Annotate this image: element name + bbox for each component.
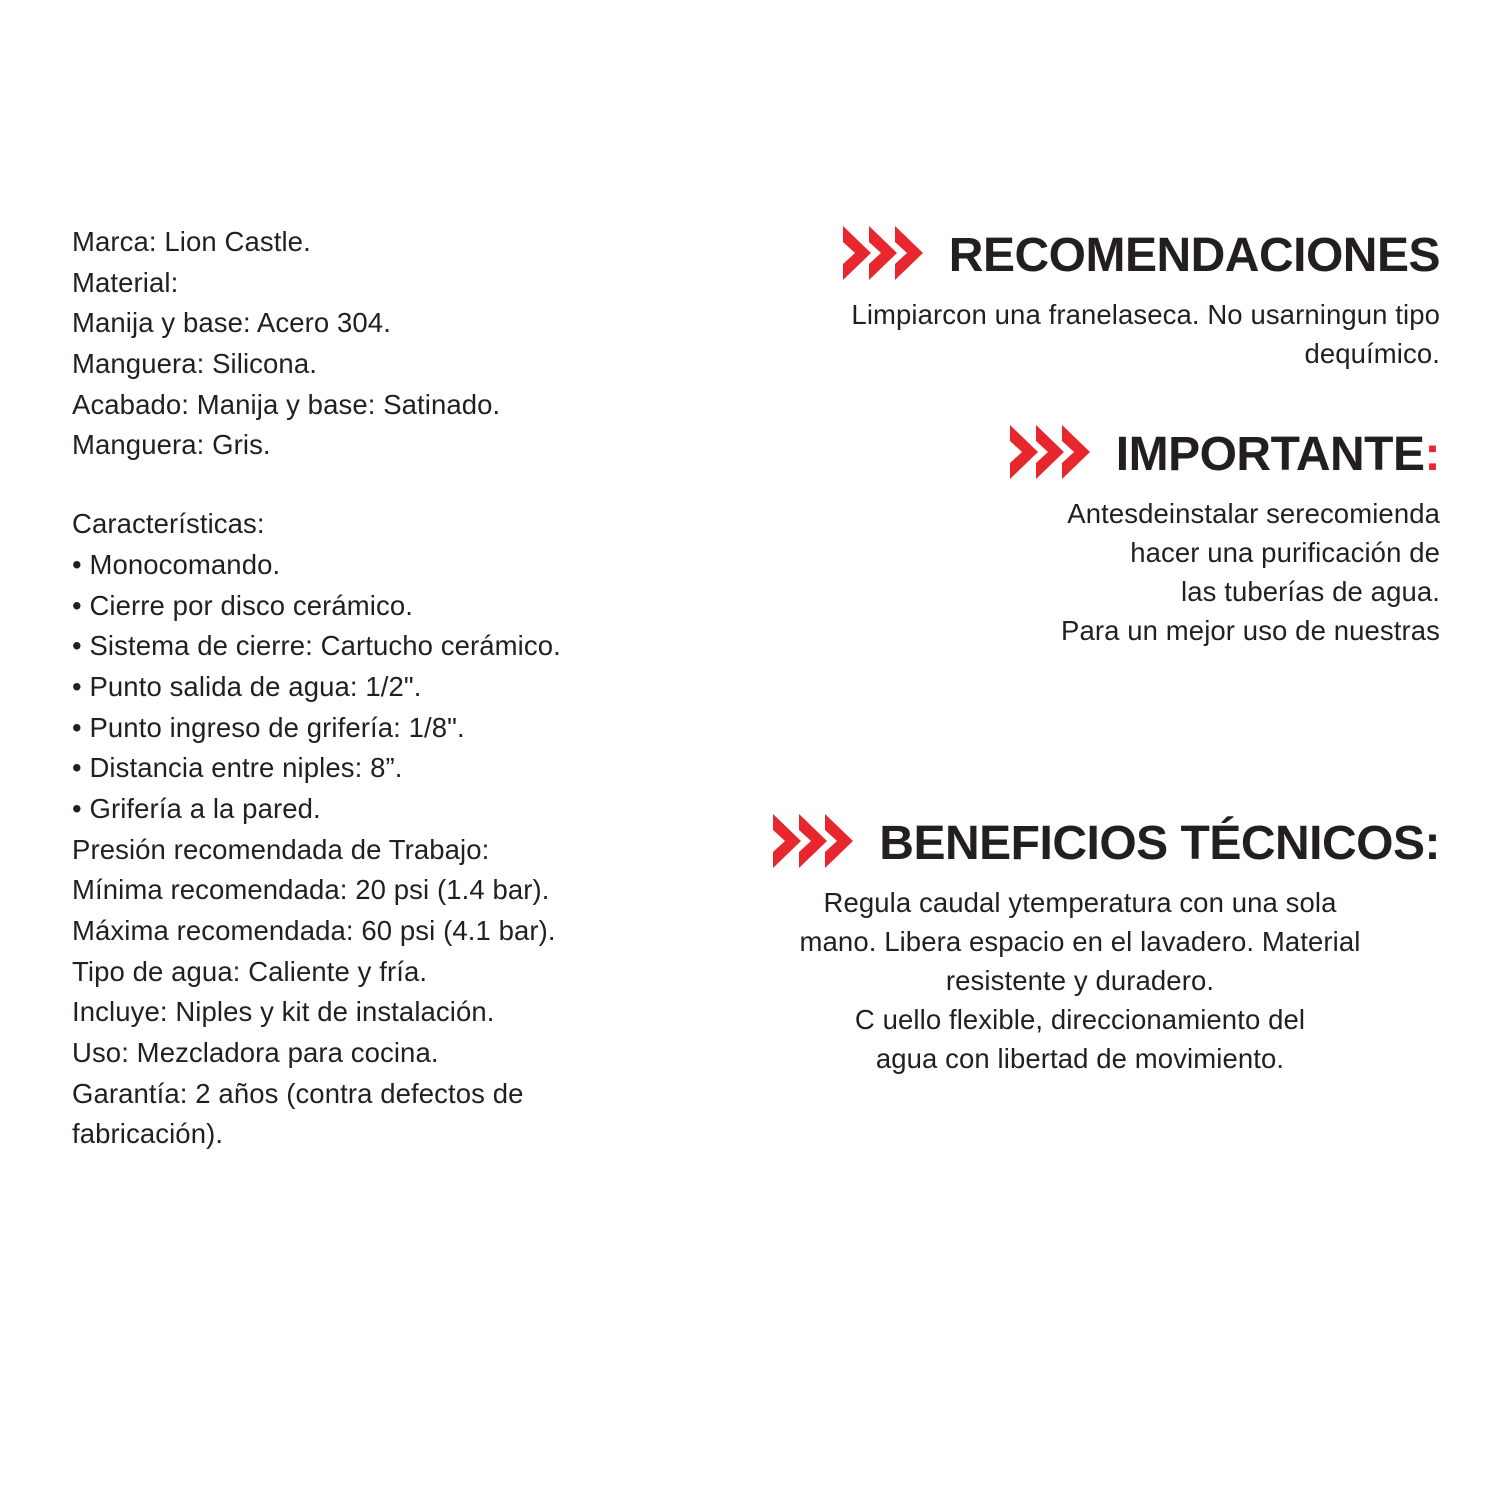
feature-item: • Monocomando. <box>72 548 281 580</box>
spec-line: Manguera: Gris. <box>72 429 271 461</box>
body-text: Antesdeinstalar serecomienda <box>1067 498 1440 530</box>
feature-item: • Sistema de cierre: Cartucho cerámico. <box>72 630 561 662</box>
spec-line: Marca: Lion Castle. <box>72 226 311 257</box>
spec-line: Garantía: 2 años (contra defectos de fabricación). <box>72 1077 524 1150</box>
callouts-column <box>720 222 1440 1089</box>
section-title <box>1116 427 1440 482</box>
section-header <box>720 421 1440 488</box>
section-body <box>720 494 1440 650</box>
spec-line: Uso: Mezcladora para cocina. <box>72 1037 439 1069</box>
spec-line: Tipo de agua: Caliente y fría. <box>72 955 428 987</box>
body-text: las tuberías de agua. <box>1181 576 1440 608</box>
spec-line: Manguera: Silicona. <box>72 348 317 380</box>
section-recomendaciones <box>720 222 1440 373</box>
body-text: resistente y duradero. <box>945 965 1215 997</box>
feature-item: • Punto ingreso de grifería: 1/8". <box>72 711 465 743</box>
section-body <box>720 295 1440 373</box>
body-text: Regula caudal ytemperatura con una sola <box>823 887 1337 919</box>
section-title: BENEFICIOS TÉCNICOS: <box>879 817 1440 871</box>
double-chevron-right-icon <box>841 222 927 289</box>
body-text: Limpiarcon una franelaseca. No usarningun tipo dequímico. <box>851 299 1440 370</box>
spec-line: Acabado: Manija y base: Satinado. <box>72 388 501 420</box>
spec-line: Incluye: Niples y kit de instalación. <box>72 996 495 1028</box>
feature-item: • Punto salida de agua: 1/2". <box>72 670 422 702</box>
feature-item: • Cierre por disco cerámico. <box>72 589 414 621</box>
spec-line: Máxima recomendada: 60 psi (4.1 bar). <box>72 915 556 946</box>
section-title-text: IMPORTANTE <box>1115 428 1425 482</box>
section-header <box>720 222 1440 289</box>
spacer <box>720 660 1440 810</box>
section-importante <box>720 421 1440 650</box>
section-body <box>720 883 1440 1078</box>
spec-line: Presión recomendada de Trabajo: <box>72 833 490 865</box>
spec-line: Material: <box>72 266 179 298</box>
feature-item: • Distancia entre niples: 8”. <box>72 752 403 784</box>
spec-line: Manija y base: Acero 304. <box>72 307 391 339</box>
double-chevron-right-icon <box>771 810 857 877</box>
section-beneficios-tecnicos <box>720 810 1440 1078</box>
spacer <box>72 466 672 504</box>
features-heading: Características: <box>72 508 265 540</box>
body-text: C uello flexible, direccionamiento del <box>854 1004 1306 1036</box>
product-specs-block <box>72 222 672 1155</box>
body-text: mano. Libera espacio en el lavadero. Material <box>799 926 1361 958</box>
feature-item: • Grifería a la pared. <box>72 792 321 824</box>
section-title-colon: : <box>1424 428 1440 482</box>
body-text: Para un mejor uso de nuestras <box>1061 615 1440 647</box>
body-text: hacer una purificación de <box>1130 537 1440 569</box>
body-text: agua con libertad de movimiento. <box>875 1043 1285 1075</box>
double-chevron-right-icon <box>1008 421 1094 488</box>
section-title: RECOMENDACIONES <box>948 229 1440 282</box>
spec-line: Mínima recomendada: 20 psi (1.4 bar). <box>72 874 550 906</box>
section-header <box>720 810 1440 877</box>
spacer <box>720 383 1440 421</box>
